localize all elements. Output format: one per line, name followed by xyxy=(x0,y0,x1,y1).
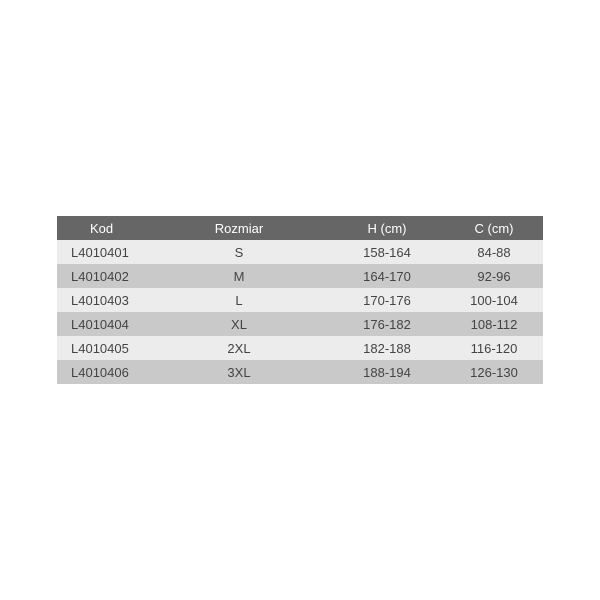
cell-kod: L4010401 xyxy=(57,240,149,264)
cell-height: 158-164 xyxy=(329,240,445,264)
cell-kod: L4010406 xyxy=(57,360,149,384)
table-body xyxy=(57,240,543,384)
cell-height: 188-194 xyxy=(329,360,445,384)
cell-kod: L4010405 xyxy=(57,336,149,360)
cell-height: 170-176 xyxy=(329,288,445,312)
cell-rozmiar: 2XL xyxy=(149,336,329,360)
cell-chest: 116-120 xyxy=(445,336,543,360)
cell-chest: 100-104 xyxy=(445,288,543,312)
header-height: H (cm) xyxy=(329,216,445,240)
cell-rozmiar: 3XL xyxy=(149,360,329,384)
cell-rozmiar: S xyxy=(149,240,329,264)
header-rozmiar: Rozmiar xyxy=(149,216,329,240)
table-header xyxy=(57,216,543,240)
cell-rozmiar: M xyxy=(149,264,329,288)
cell-chest: 92-96 xyxy=(445,264,543,288)
cell-kod: L4010402 xyxy=(57,264,149,288)
cell-height: 176-182 xyxy=(329,312,445,336)
size-table xyxy=(57,216,543,384)
cell-height: 164-170 xyxy=(329,264,445,288)
header-kod: Kod xyxy=(57,216,149,240)
table-row xyxy=(57,360,543,384)
table-row xyxy=(57,312,543,336)
cell-chest: 84-88 xyxy=(445,240,543,264)
table-row xyxy=(57,288,543,312)
cell-chest: 126-130 xyxy=(445,360,543,384)
cell-height: 182-188 xyxy=(329,336,445,360)
cell-rozmiar: XL xyxy=(149,312,329,336)
header-row xyxy=(57,216,543,240)
table-row xyxy=(57,264,543,288)
cell-kod: L4010404 xyxy=(57,312,149,336)
cell-rozmiar: L xyxy=(149,288,329,312)
cell-kod: L4010403 xyxy=(57,288,149,312)
cell-chest: 108-112 xyxy=(445,312,543,336)
table-row xyxy=(57,336,543,360)
header-chest: C (cm) xyxy=(445,216,543,240)
table-row xyxy=(57,240,543,264)
